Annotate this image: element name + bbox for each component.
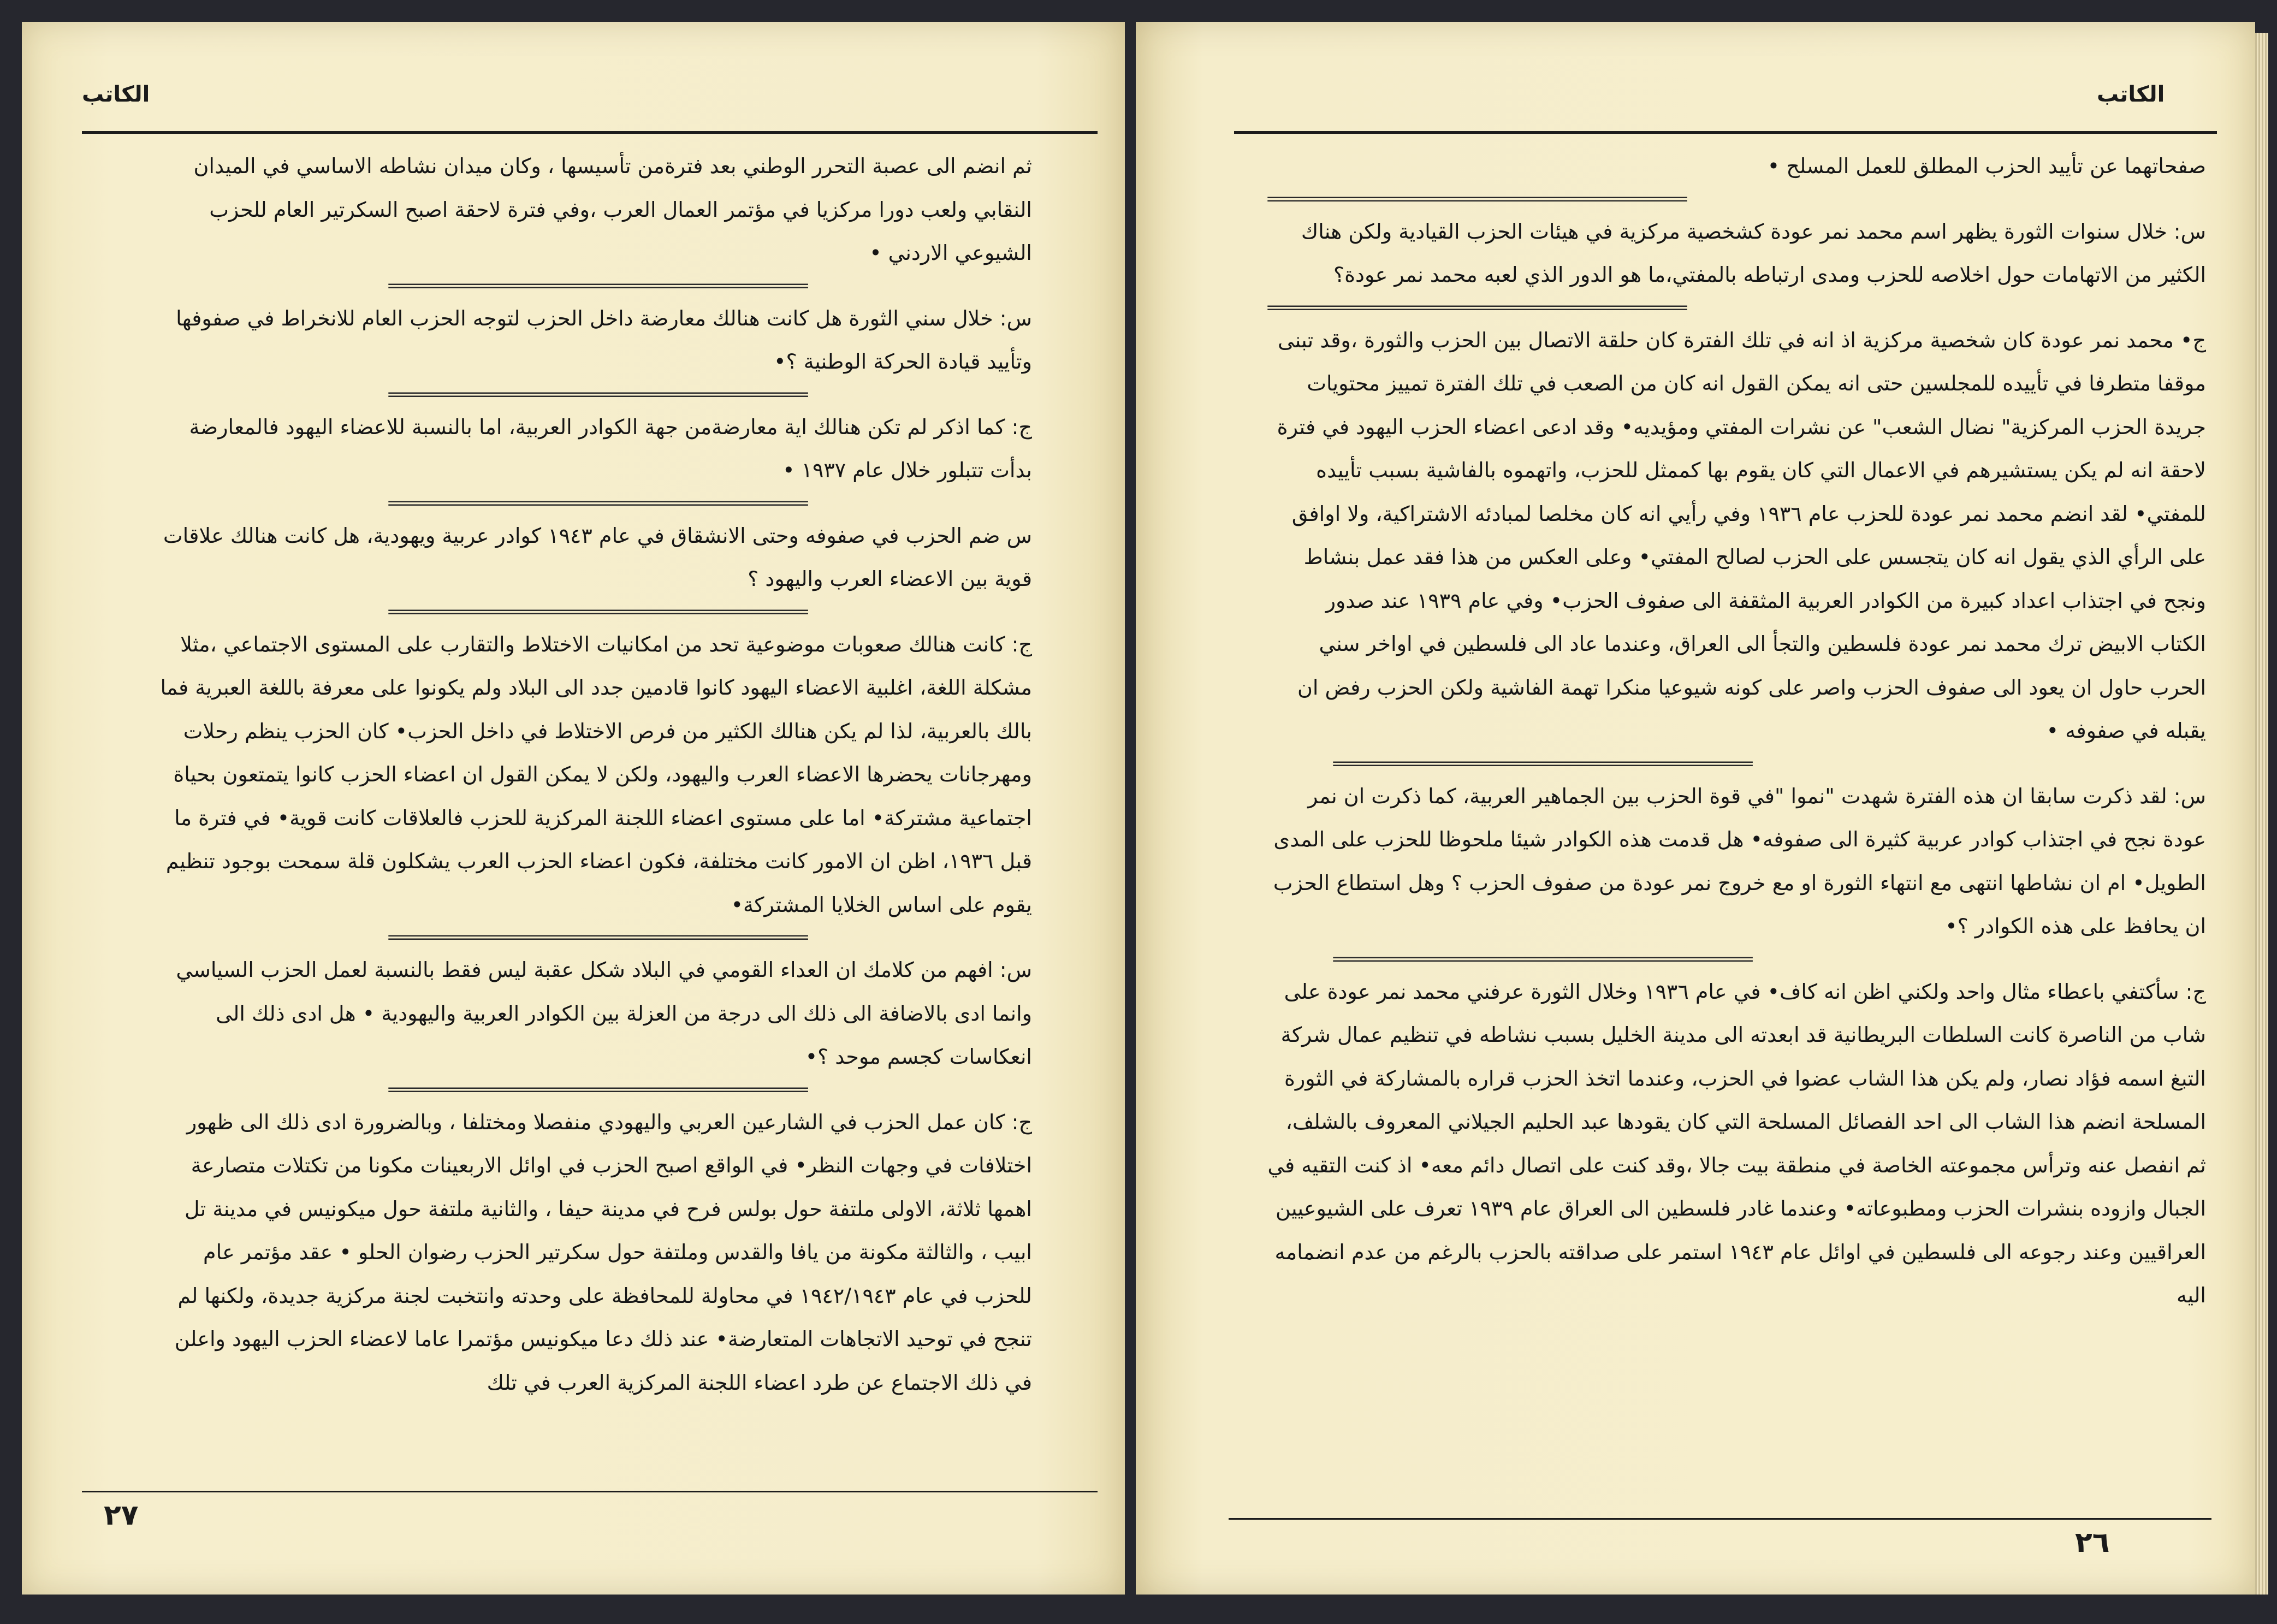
separator-line: =================================================== [1332, 949, 1752, 969]
left-page-number: ٢٧ [104, 1499, 139, 1532]
separator-line: =================================================== [388, 276, 808, 295]
right-page [1136, 22, 2255, 1595]
separator-line: =================================================== [1267, 189, 1687, 209]
left-page [22, 22, 1125, 1595]
right-running-header: الكاتب [2097, 82, 2165, 107]
separator-line: =================================================== [388, 602, 808, 621]
question-paragraph: س: لقد ذكرت سابقا ان هذه الفترة شهدت "نموا "في قوة الحزب بين الجماهير العربية، كما ذكرت ان نمر عودة نجح في اجتذاب كوادر عربية كثيرة الى صفوفه• هل قدمت هذه الكوادر شيئا ملحوظا للحزب على المدى الطويل• ام ان نشاطها انتهى مع انتهاء الثورة او مع خروج نمر عودة من صفوف الحزب ؟ وهل استطاع الحزب ان يحافظ على هذه الكوادر ؟• [1273, 784, 2206, 938]
right-text-column [1267, 145, 2206, 1318]
answer-paragraph: ج: كان عمل الحزب في الشارعين العربي واليهودي منفصلا ومختلفا ، وبالضرورة ادى ذلك الى ظهور اختلافات في وجهات النظر• في الواقع اصبح الحزب في اوائل الاربعينات مكونا من تكتلات متصارعة اهمها ثلاثة، الاولى ملتفة حول بولس فرح في مدينة حيفا ، والثانية ملتفة حول ميكونيس في مدينة تل ابيب ، والثالثة مكونة من يافا والقدس وملتفة حول سكرتير الحزب رضوان الحلو • عقد مؤتمر عام للحزب في عام ١٩٤٢/١٩٤٣ في محاولة للمحافظة على وحدته وانتخبت لجنة مركزية جديدة، ولكنها لم تنجح في توحيد الاتجاهات المتعارضة• عند ذلك دعا ميكونيس مؤتمرا عاما لاعضاء الحزب اليهود واعلن في ذلك الاجتماع عن طرد اعضاء اللجنة المركزية العرب في تلك [174, 1110, 1032, 1395]
right-page-number: ٢٦ [2075, 1526, 2110, 1559]
right-paragraph: صفحاتهما عن تأييد الحزب المطلق للعمل المسلح • [1767, 154, 2206, 178]
separator-line: =================================================== [388, 493, 808, 513]
separator-line: =================================================== [388, 1080, 808, 1099]
page-edges [2255, 33, 2268, 1595]
separator-line: =================================================== [1267, 298, 1687, 317]
question-paragraph: س: خلال سنوات الثورة يظهر اسم محمد نمر عودة كشخصية مركزية في هيئات الحزب القيادية ولكن هناك الكثير من الاتهامات حول اخلاصه للحزب ومدى ارتباطه بالمفتي،ما هو الدور الذي لعبه محمد نمر عودة؟ [1301, 219, 2206, 287]
left-paragraph: ثم انضم الى عصبة التحرر الوطني بعد فترةمن تأسيسها ، وكان ميدان نشاطه الاساسي في الميدان النقابي ولعب دورا مركزيا في مؤتمر العمال العرب ،وفي فترة لاحقة اصبح السكرتير العام للحزب الشيوعي الاردني • [193, 154, 1032, 265]
answer-paragraph: ج: كما اذكر لم تكن هنالك اية معارضةمن جهة الكوادر العربية، اما بالنسبة للاعضاء اليهود فالمعارضة بدأت تتبلور خلال عام ١٩٣٧ • [189, 414, 1032, 482]
left-running-header: الكاتب [82, 82, 150, 107]
separator-line: =================================================== [388, 928, 808, 947]
separator-line: =================================================== [388, 384, 808, 404]
question-paragraph: س: خلال سني الثورة هل كانت هنالك معارضة داخل الحزب لتوجه الحزب العام للانخراط في صفوفها وتأييد قيادة الحركة الوطنية ؟• [176, 306, 1032, 374]
right-footer-rule [1229, 1518, 2211, 1520]
question-paragraph: س: افهم من كلامك ان العداء القومي في البلاد شكل عقبة ليس فقط بالنسبة لعمل الحزب السياسي وانما ادى بالاضافة الى ذلك الى درجة من العزلة بين الكوادر العربية واليهودية • هل ادى ذلك الى انعكاسات كجسم موحد ؟• [176, 958, 1032, 1069]
left-header-rule [82, 131, 1098, 134]
left-text-column [147, 145, 1032, 1404]
left-footer-rule [82, 1491, 1098, 1492]
answer-paragraph: ج• محمد نمر عودة كان شخصية مركزية اذ انه في تلك الفترة كان حلقة الاتصال بين الحزب والثورة ،وقد تبنى موقفا متطرفا في تأييده للمجلسين حتى انه يمكن القول انه كان من الصعب في تلك الفترة تمييز محتويات جريدة الحزب المركزية" نضال الشعب" عن نشرات المفتي ومؤيديه• وقد ادعى اعضاء الحزب اليهود في فترة لاحقة انه لم يكن يستشيرهم في الاعمال التي كان يقوم بها كممثل للحزب، واتهموه بالفاشية بسبب تأييده للمفتي• لقد انضم محمد نمر عودة للحزب عام ١٩٣٦ وفي رأيي انه كان مخلصا لمبادئه الاشتراكية، ولا اوافق على الرأي الذي يقول انه كان يتجسس على الحزب لصالح المفتي• وعلى العكس من هذا فقد عمل بنشاط ونجح في اجتذاب اعداد كبيرة من الكوادر العربية المثقفة الى صفوف الحزب• وفي عام ١٩٣٩ عند صدور الكتاب الابيض ترك محمد نمر عودة فلسطين والتجأ الى العراق، وعندما عاد الى فلسطين في اواخر سني الحرب حاول ان يعود الى صفوف الحزب واصر على كونه شيوعيا منكرا تهمة الفاشية ولكن الحزب رفض ان يقبله في صفوفه • [1277, 328, 2206, 743]
right-header-rule [1234, 131, 2217, 134]
separator-line: =================================================== [1332, 754, 1752, 773]
answer-paragraph: ج: كانت هنالك صعوبات موضوعية تحد من امكانيات الاختلاط والتقارب على المستوى الاجتماعي ،مثلا مشكلة اللغة، اغلبية الاعضاء اليهود كانوا قادمين جدد الى البلاد ولم يكونوا على معرفة باللغة العبرية فما بالك بالعربية، لذا لم يكن هنالك الكثير من فرص الاختلاط في داخل الحزب• كان الحزب ينظم رحلات ومهرجانات يحضرها الاعضاء العرب واليهود، ولكن لا يمكن القول ان اعضاء الحزب كانوا يتمتعون بحياة اجتماعية مشتركة• اما على مستوى اعضاء اللجنة المركزية للحزب فالعلاقات كانت قوية• في فترة ما قبل ١٩٣٦، اظن ان الامور كانت مختلفة، فكون اعضاء الحزب العرب يشكلون قلة سمحت بوجود تنظيم يقوم على اساس الخلايا المشتركة• [160, 632, 1032, 917]
question-paragraph: س ضم الحزب في صفوفه وحتى الانشقاق في عام ١٩٤٣ كوادر عربية ويهودية، هل كانت هنالك علاقات قوية بين الاعضاء العرب واليهود ؟ [163, 523, 1032, 591]
answer-paragraph: ج: سأكتفي باعطاء مثال واحد ولكني اظن انه كاف• في عام ١٩٣٦ وخلال الثورة عرفني محمد نمر عودة على شاب من الناصرة كانت السلطات البريطانية قد ابعدته الى مدينة الخليل بسبب نشاطه في تنظيم عمال شركة التبغ اسمه فؤاد نصار، ولم يكن هذا الشاب عضوا في الحزب، وعندما اتخذ الحزب قراره بالمشاركة في الثورة المسلحة انضم هذا الشاب الى احد الفصائل المسلحة التي كان يقودها عبد الحليم الجيلاني المعروف بالشلف، ثم انفصل عنه وترأس مجموعته الخاصة في منطقة بيت جالا ،وقد كنت على اتصال دائم معه• اذ كنت التقيه في الجبال وازوده بنشرات الحزب ومطبوعاته• وعندما غادر فلسطين الى العراق عام ١٩٣٩ تعرف على الشيوعيين العراقيين وعند رجوعه الى فلسطين في اوائل عام ١٩٤٣ استمر على صداقته بالحزب بالرغم من عدم انضمامه اليه [1267, 979, 2206, 1307]
